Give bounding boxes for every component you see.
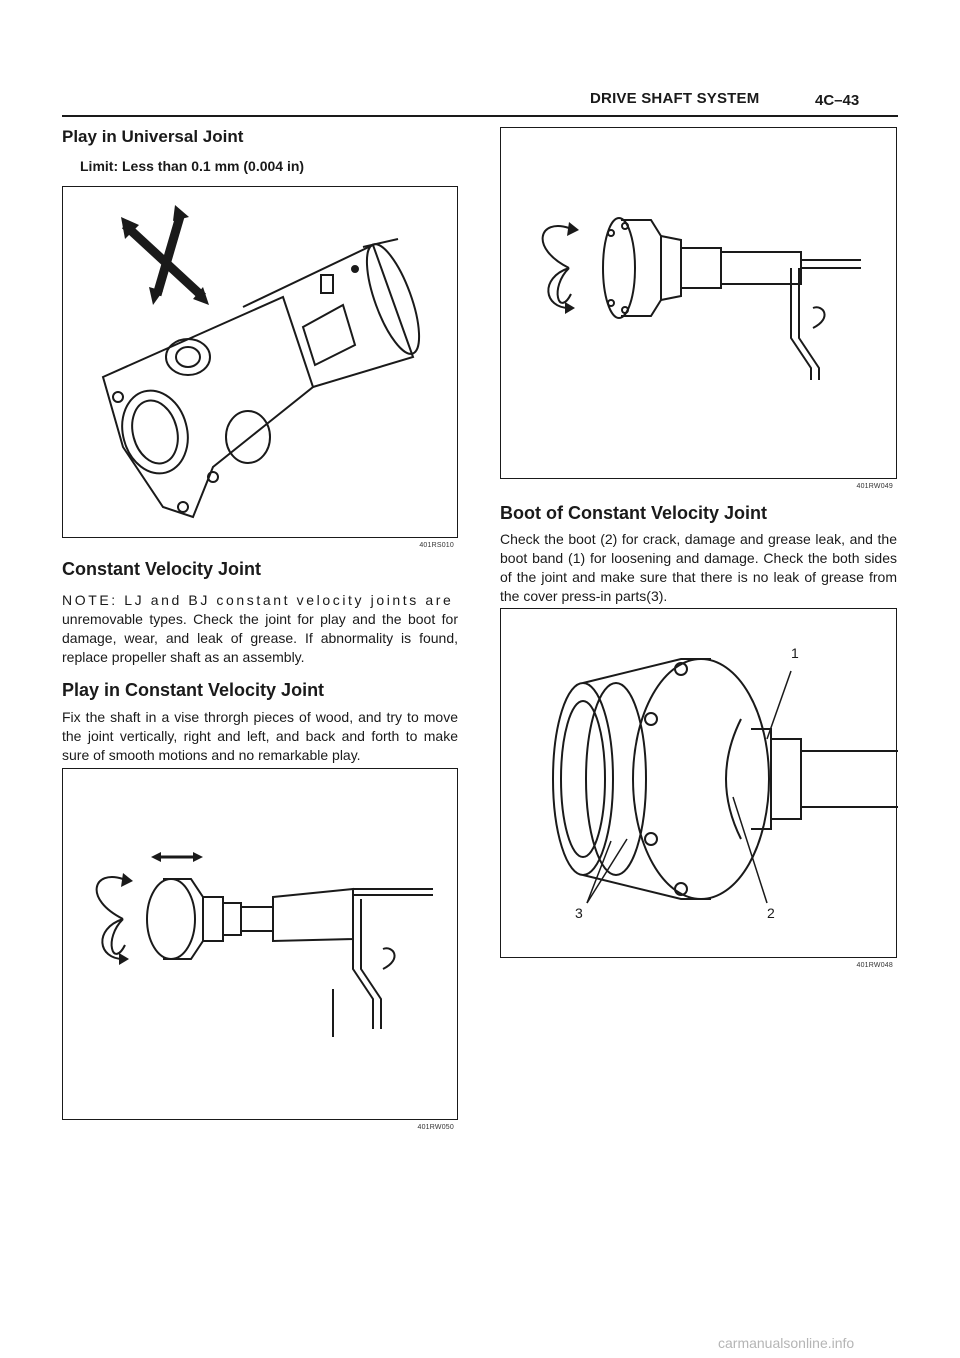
boot-text: Check the boot (2) for crack, damage and grease leak, and the boot band (1) for loosening and damage. Check the both sides of the joint and make sure that there is no leak of grease from the cover press-in parts(3). [500, 531, 897, 604]
limit-spec: Limit: Less than 0.1 mm (0.004 in) [80, 158, 305, 174]
cv-play-text: Fix the shaft in a vise throrgh pieces of wood, and try to move the joint vertically, right and left, and back and forth to make sure of smooth motions and no remarkable play. [62, 709, 458, 763]
figure-universal-joint [62, 186, 458, 549]
watermark: carmanualsonline.info [718, 1335, 855, 1351]
heading-cv-play: Play in Constant Velocity Joint [62, 680, 325, 700]
section-title: DRIVE SHAFT SYSTEM [590, 90, 760, 107]
cv-play-illustration [63, 769, 459, 1121]
figure-code: 401RW048 [856, 962, 893, 969]
cv-joint-illustration [501, 128, 898, 480]
figure-boot [500, 608, 897, 969]
callout-2: 2 [767, 905, 775, 921]
figure-cv-play [62, 768, 458, 1131]
figure-cv-play-2 [500, 127, 897, 490]
figure-code: 401RS010 [419, 542, 454, 549]
heading-boot: Boot of Constant Velocity Joint [500, 503, 768, 523]
page-number: 4C–43 [815, 92, 860, 109]
heading-cv-joint: Constant Velocity Joint [62, 559, 262, 579]
boot-illustration [501, 609, 898, 959]
heading-universal-joint: Play in Universal Joint [62, 127, 244, 146]
figure-code: 401RW049 [856, 483, 893, 490]
callout-1: 1 [791, 645, 799, 661]
universal-joint-illustration [63, 187, 459, 539]
callout-3: 3 [575, 905, 583, 921]
note-text: unremovable types. Check the joint for play and the boot for damage, wear, and leak of grease. If abnormality is found, replace propeller shaft as an assembly. [62, 611, 458, 665]
note-first-line: NOTE: LJ and BJ constant velocity joints are [62, 592, 454, 608]
figure-code: 401RW050 [417, 1124, 454, 1131]
header-rule [62, 115, 898, 117]
